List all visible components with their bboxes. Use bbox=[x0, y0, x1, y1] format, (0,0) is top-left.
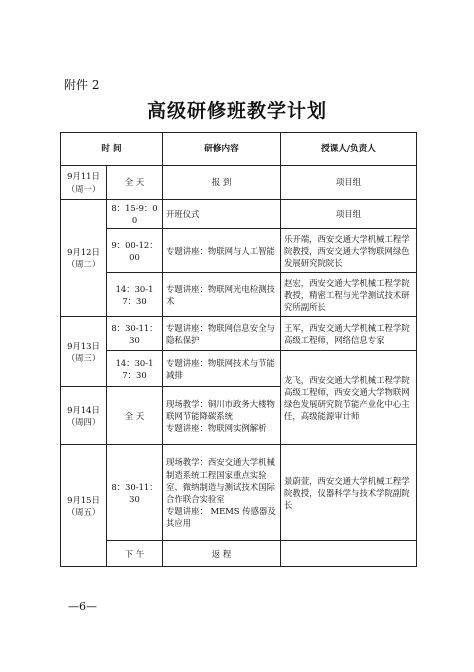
content-cell: 现场教学：西安交通大学机械制造系统工程国家重点实验室、微纳制造与测试技术国际合作联合实验室 专题讲座： MEMS 传感器及其应用 bbox=[163, 445, 281, 541]
time-slot: 8：15-9：00 bbox=[107, 200, 163, 229]
lecturer-cell: 王军，西安交通大学机械工程学院高级工程师，网络信息专家 bbox=[281, 317, 417, 351]
time-slot: 9：00-12：00 bbox=[107, 229, 163, 273]
table-row bbox=[61, 273, 417, 317]
date-cell: 9月12日 （周二） bbox=[61, 200, 107, 317]
lecturer-cell: 项目组 bbox=[281, 200, 417, 229]
table-row bbox=[61, 200, 417, 229]
content-cell: 专题讲座：物联网技术与节能减排 bbox=[163, 351, 281, 387]
content-cell: 开班仪式 bbox=[163, 200, 281, 229]
time-slot: 全 天 bbox=[107, 387, 163, 445]
header-time: 时 间 bbox=[61, 133, 163, 166]
header-row bbox=[61, 133, 417, 166]
lecturer-cell: 项目组 bbox=[281, 166, 417, 200]
schedule-table bbox=[60, 132, 417, 567]
date-cell: 9月14日 （周四） bbox=[61, 387, 107, 445]
table-row bbox=[61, 445, 417, 541]
content-cell: 报 到 bbox=[163, 166, 281, 200]
date-cell: 9月15日 （周五） bbox=[61, 445, 107, 567]
page-number: —6— bbox=[68, 600, 97, 613]
content-cell: 现场教学：铜川市政务大楼物联网节能降碳系统 专题讲座：物联网实例解析 bbox=[163, 387, 281, 445]
attachment-label: 附件 2 bbox=[64, 78, 100, 92]
lecturer-cell: 景蔚萱，西安交通大学机械工程学院教授，仪器科学与技术学院副院长 bbox=[281, 445, 417, 541]
header-lecturer: 授课人/负责人 bbox=[281, 133, 417, 166]
time-slot: 下 午 bbox=[107, 541, 163, 567]
lecturer-cell bbox=[281, 541, 417, 567]
header-content: 研修内容 bbox=[163, 133, 281, 166]
document-title: 高级研修班教学计划 bbox=[146, 100, 327, 122]
lecturer-cell: 赵宏，西安交通大学机械工程学院教授，精密工程与光学测试技术研究所副所长 bbox=[281, 273, 417, 317]
table-row bbox=[61, 166, 417, 200]
table-row bbox=[61, 317, 417, 351]
content-cell: 专题讲座：物联网信息安全与隐私保护 bbox=[163, 317, 281, 351]
content-cell: 专题讲座：物联网与人工智能 bbox=[163, 229, 281, 273]
date-cell: 9月11日 （周一） bbox=[61, 166, 107, 200]
time-slot: 8：30-11：30 bbox=[107, 317, 163, 351]
time-slot: 14：30-17：30 bbox=[107, 273, 163, 317]
table-row bbox=[61, 229, 417, 273]
table-row bbox=[61, 351, 417, 387]
content-cell: 专题讲座：物联网光电检测技术 bbox=[163, 273, 281, 317]
time-slot: 14：30-17：30 bbox=[107, 351, 163, 387]
content-cell: 返 程 bbox=[163, 541, 281, 567]
time-slot: 8：30-11：30 bbox=[107, 445, 163, 541]
time-slot: 全 天 bbox=[107, 166, 163, 200]
date-cell: 9月13日 （周三） bbox=[61, 317, 107, 387]
lecturer-cell: 龙飞，西安交通大学机械工程学院高级工程师，西安交通大学物联网绿色发展研究院节能产业化中心主任，高级能源审计师 bbox=[281, 351, 417, 445]
lecturer-cell: 乐开端，西安交通大学机械工程学院教授，西安交通大学物联网绿色发展研究院院长 bbox=[281, 229, 417, 273]
table-row bbox=[61, 541, 417, 567]
